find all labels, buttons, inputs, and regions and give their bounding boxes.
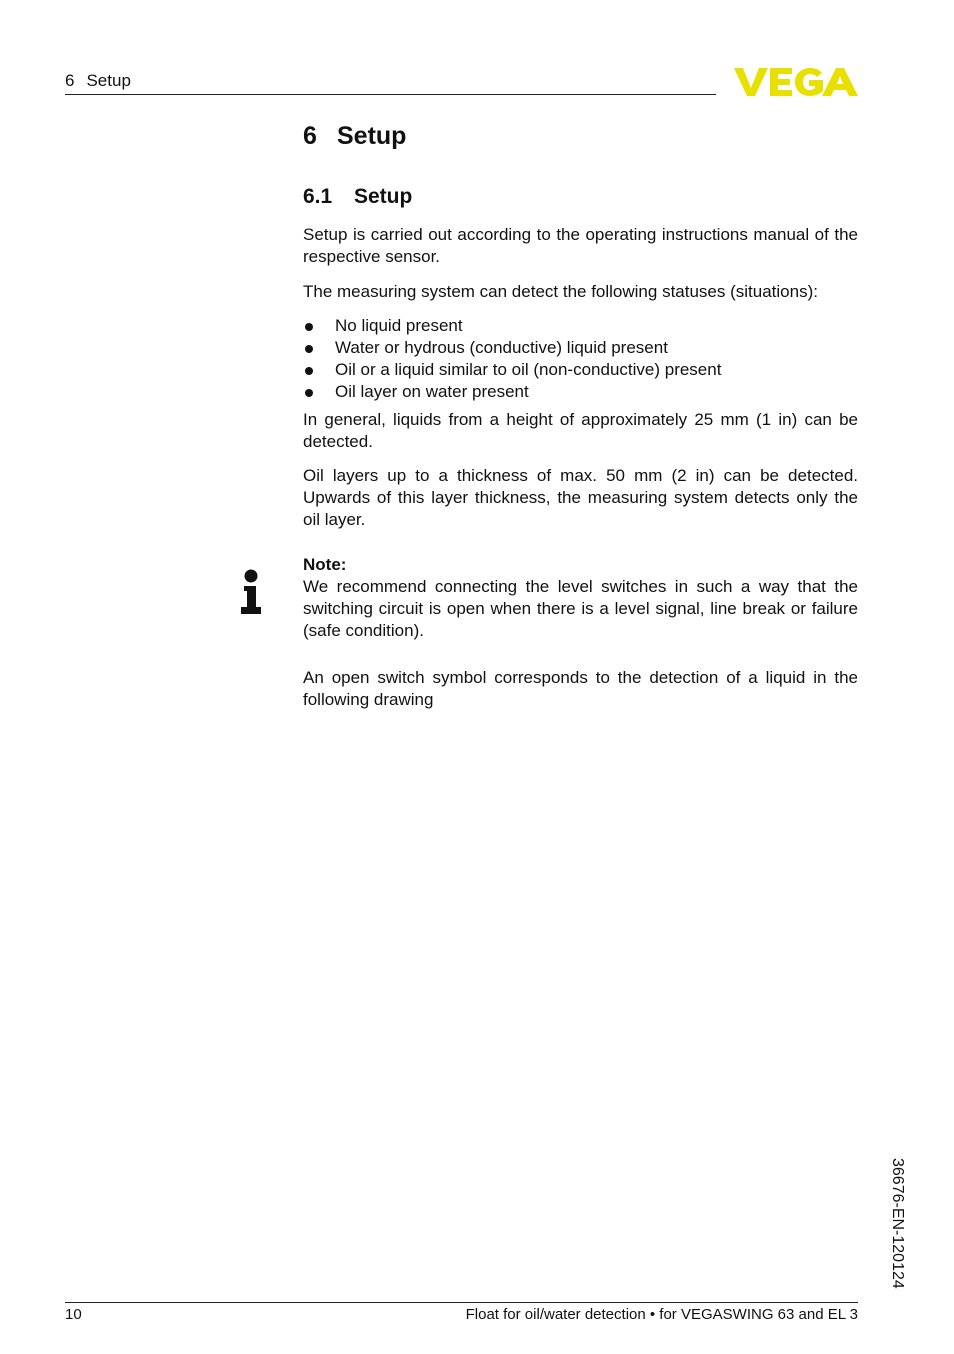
running-header-title: Setup xyxy=(86,71,131,90)
chapter-title: Setup xyxy=(337,122,407,150)
footer-title: Float for oil/water detection • for VEGASWING 63 and EL 3 xyxy=(465,1306,858,1323)
paragraph-oil-layer: Oil layers up to a thickness of max. 50 mm (2 in) can be detected. Upwards of this layer thickness, the measuring system detects only the oil layer. xyxy=(303,466,858,529)
chapter-number: 6 xyxy=(303,122,317,150)
paragraph-statuses-intro: The measuring system can detect the following statuses (situations): xyxy=(303,282,818,301)
vega-logo xyxy=(734,65,858,99)
body-text xyxy=(303,224,858,531)
note-title: Note: xyxy=(303,555,347,574)
paragraph-drawing-reference: An open switch symbol corresponds to the detection of a liquid in the following drawing xyxy=(303,668,858,709)
running-header xyxy=(65,71,131,91)
list-item: Oil or a liquid similar to oil (non-conductive) present xyxy=(303,359,858,381)
bullet-icon xyxy=(305,367,313,375)
status-list xyxy=(303,315,858,403)
list-item: Oil layer on water present xyxy=(303,381,858,403)
list-item: Water or hydrous (conductive) liquid present xyxy=(303,337,858,359)
note-block xyxy=(303,554,858,711)
section-heading xyxy=(303,185,412,209)
header-divider xyxy=(65,94,716,95)
list-item: No liquid present xyxy=(303,315,858,337)
paragraph-detection-height: In general, liquids from a height of approximately 25 mm (1 in) can be detected. xyxy=(303,410,858,451)
section-title: Setup xyxy=(354,185,413,208)
chapter-heading xyxy=(303,122,406,151)
section-number: 6.1 xyxy=(303,185,333,208)
document-id: 36676-EN-120124 xyxy=(889,1158,906,1289)
paragraph-setup: Setup is carried out according to the operating instructions manual of the respective sensor. xyxy=(303,225,858,266)
footer-divider xyxy=(65,1302,858,1303)
note-text: We recommend connecting the level switches in such a way that the switching circuit is open when there is a level signal, line break or failure (safe condition). xyxy=(303,577,858,640)
bullet-icon xyxy=(305,345,313,353)
info-icon xyxy=(240,569,262,615)
running-header-number: 6 xyxy=(65,71,75,90)
page-number: 10 xyxy=(65,1306,82,1323)
bullet-icon xyxy=(305,389,313,397)
bullet-icon xyxy=(305,323,313,331)
